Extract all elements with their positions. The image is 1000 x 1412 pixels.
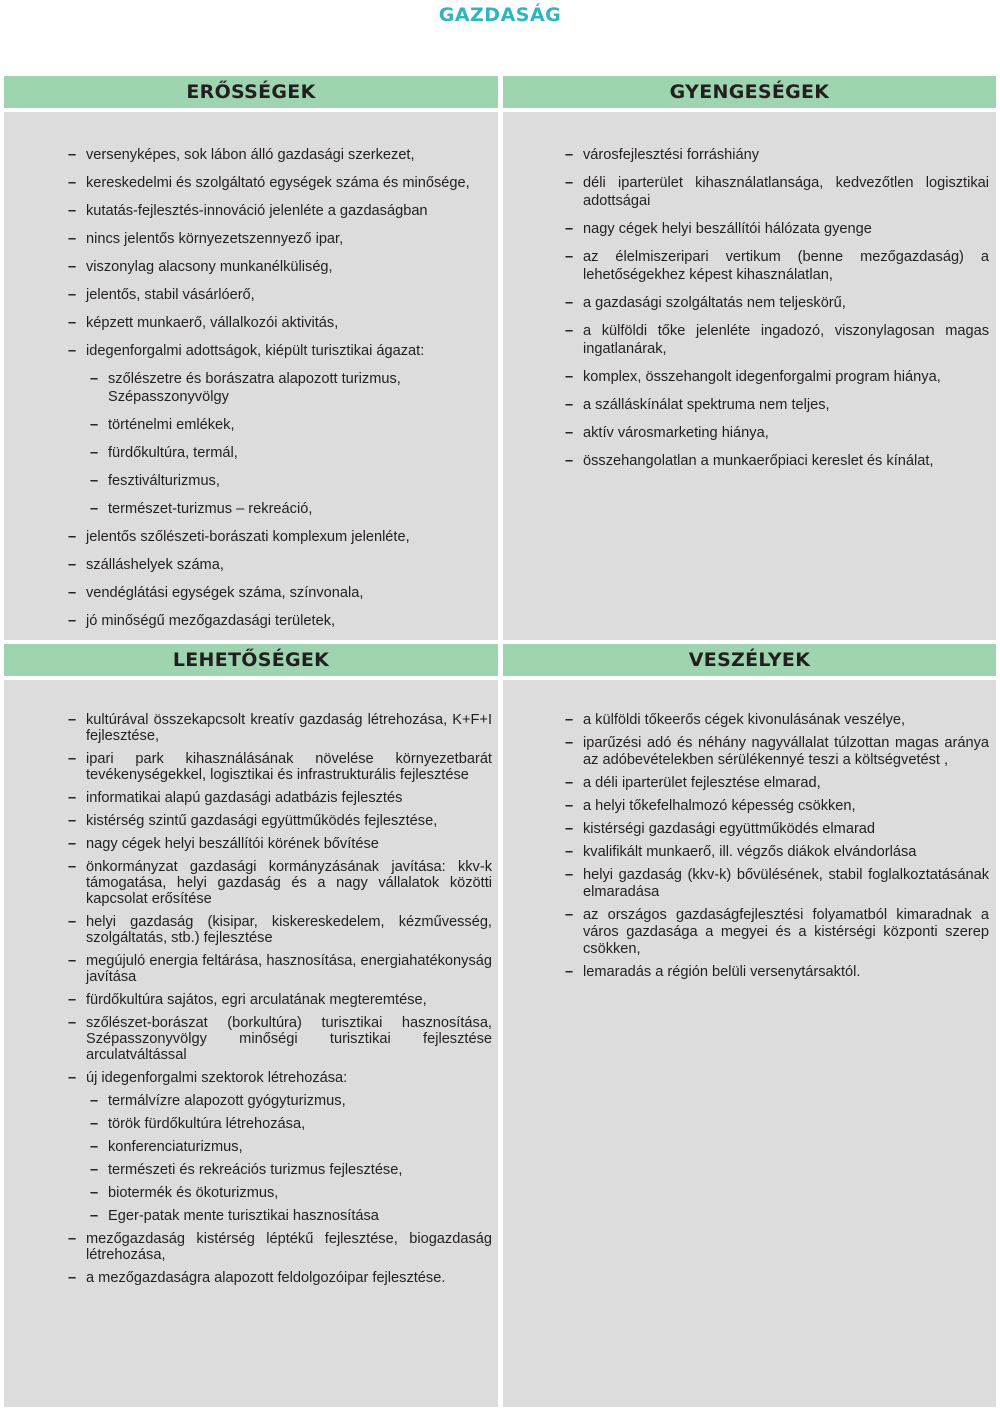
list-item: – kistérségi gazdasági együttműködés elmarad (565, 821, 989, 838)
list-item: – versenyképes, sok lábon álló gazdasági szerkezet, (68, 146, 488, 164)
strengths-panel (4, 112, 498, 640)
weaknesses-panel (503, 112, 996, 640)
list-item: – a szálláskínálat spektruma nem teljes, (565, 396, 989, 414)
strengths-heading: ERŐSSÉGEK (4, 76, 498, 108)
list-subitem: – természeti és rekreációs turizmus fejlesztése, (90, 1162, 492, 1178)
threats-list (565, 712, 989, 987)
list-subitem: – szőlészetre és borászatra alapozott turizmus, Szépasszonyvölgy (90, 370, 488, 406)
list-item: – nincs jelentős környezetszennyező ipar, (68, 230, 488, 248)
list-item: – kvalifikált munkaerő, ill. végzős diákok elvándorlása (565, 844, 989, 861)
list-item: – szőlészet-borászat (borkultúra) turisztikai hasznosítása, Szépasszonyvölgy minőségi turisztikai fejlesztése arculatváltással (68, 1015, 492, 1063)
list-item: – a külföldi tőkeerős cégek kivonulásának veszélye, (565, 712, 989, 729)
list-item: – szálláshelyek száma, (68, 556, 488, 574)
list-item: – új idegenforgalmi szektorok létrehozása: (68, 1070, 492, 1086)
weaknesses-heading: GYENGESÉGEK (503, 76, 996, 108)
list-item: – kistérség szintű gazdasági együttműködés fejlesztése, (68, 813, 492, 829)
list-item: – kultúrával összekapcsolt kreatív gazdaság létrehozása, K+F+I fejlesztése, (68, 712, 492, 744)
list-subitem: – török fürdőkultúra létrehozása, (90, 1116, 492, 1132)
list-item: – komplex, összehangolt idegenforgalmi program hiánya, (565, 368, 989, 386)
list-item: – helyi gazdaság (kkv-k) bővülésének, stabil foglalkoztatásának elmaradása (565, 867, 989, 901)
opportunities-panel (4, 680, 498, 1407)
list-subitem: – történelmi emlékek, (90, 416, 488, 434)
list-item: – az élelmiszeripari vertikum (benne mezőgazdaság) a lehetőségekhez képest kihasználatlan, (565, 248, 989, 284)
list-item: – városfejlesztési forráshiány (565, 146, 989, 164)
list-item: – aktív városmarketing hiánya, (565, 424, 989, 442)
list-item: – a mezőgazdaságra alapozott feldolgozóipar fejlesztése. (68, 1270, 492, 1286)
list-item: – nagy cégek helyi beszállítói körének bővítése (68, 836, 492, 852)
list-subitem: – fesztiválturizmus, (90, 472, 488, 490)
strengths-list (68, 146, 488, 640)
list-item: – helyi gazdaság (kisipar, kiskereskedelem, kézművesség, szolgáltatás, stb.) fejlesztése (68, 914, 492, 946)
list-item: – kereskedelmi és szolgáltató egységek száma és minősége, (68, 174, 488, 192)
opportunities-heading: LEHETŐSÉGEK (4, 644, 498, 676)
list-item: – a gazdasági szolgáltatás nem teljeskörű, (565, 294, 989, 312)
threats-panel (503, 680, 996, 1407)
page-title: GAZDASÁG (438, 4, 562, 26)
list-item: – kutatás-fejlesztés-innováció jelenléte a gazdaságban (68, 202, 488, 220)
list-item: – képzett munkaerő, vállalkozói aktivitás, (68, 314, 488, 332)
list-item: – fürdőkultúra sajátos, egri arculatának megteremtése, (68, 992, 492, 1008)
list-item: – jó minőségű mezőgazdasági területek, (68, 612, 488, 630)
list-item: – összehangolatlan a munkaerőpiaci kereslet és kínálat, (565, 452, 989, 470)
list-item: – az országos gazdaságfejlesztési folyamatból kimaradnak a város gazdasága a megyei és a kistérségi központi szerep csökken, (565, 907, 989, 958)
list-item: – a déli iparterület fejlesztése elmarad, (565, 775, 989, 792)
list-subitem: – fürdőkultúra, termál, (90, 444, 488, 462)
list-item: – vendéglátási egységek száma, színvonala, (68, 584, 488, 602)
weaknesses-list (565, 146, 989, 480)
list-subitem: – természet-turizmus – rekreáció, (90, 500, 488, 518)
list-subitem: – Eger-patak mente turisztikai hasznosítása (90, 1208, 492, 1224)
list-item: – déli iparterület kihasználatlansága, kedvezőtlen logisztikai adottságai (565, 174, 989, 210)
list-subitem: – konferenciaturizmus, (90, 1139, 492, 1155)
list-item: – idegenforgalmi adottságok, kiépült turisztikai ágazat: (68, 342, 488, 360)
list-item: – mezőgazdaság kistérség léptékű fejlesztése, biogazdaság létrehozása, (68, 1231, 492, 1263)
list-item: – viszonylag alacsony munkanélküliség, (68, 258, 488, 276)
threats-heading: VESZÉLYEK (503, 644, 996, 676)
list-subitem: – biotermék és ökoturizmus, (90, 1185, 492, 1201)
list-subitem: – termálvízre alapozott gyógyturizmus, (90, 1093, 492, 1109)
list-item: – informatikai alapú gazdasági adatbázis fejlesztés (68, 790, 492, 806)
list-item: – nagy cégek helyi beszállítói hálózata gyenge (565, 220, 989, 238)
opportunities-list (68, 712, 492, 1293)
list-item: – lemaradás a régión belüli versenytársaktól. (565, 964, 989, 981)
list-item: – ipari park kihasználásának növelése környezetbarát tevékenységekkel, logisztikai és infrastrukturális fejlesztése (68, 751, 492, 783)
list-item: – a helyi tőkefelhalmozó képesség csökken, (565, 798, 989, 815)
list-item: – megújuló energia feltárása, hasznosítása, energiahatékonyság javítása (68, 953, 492, 985)
list-item: – iparűzési adó és néhány nagyvállalat túlzottan magas aránya az adóbevételekben sérülékennyé teszi a költségvetést , (565, 735, 989, 769)
list-item: – jelentős, stabil vásárlóerő, (68, 286, 488, 304)
list-item: – önkormányzat gazdasági kormányzásának javítása: kkv-k támogatása, helyi gazdaság és a nagy vállalatok közötti kapcsolat erősítése (68, 859, 492, 907)
list-item: – jelentős szőlészeti-borászati komplexum jelenléte, (68, 528, 488, 546)
list-item: – a külföldi tőke jelenléte ingadozó, viszonylagosan magas ingatlanárak, (565, 322, 989, 358)
